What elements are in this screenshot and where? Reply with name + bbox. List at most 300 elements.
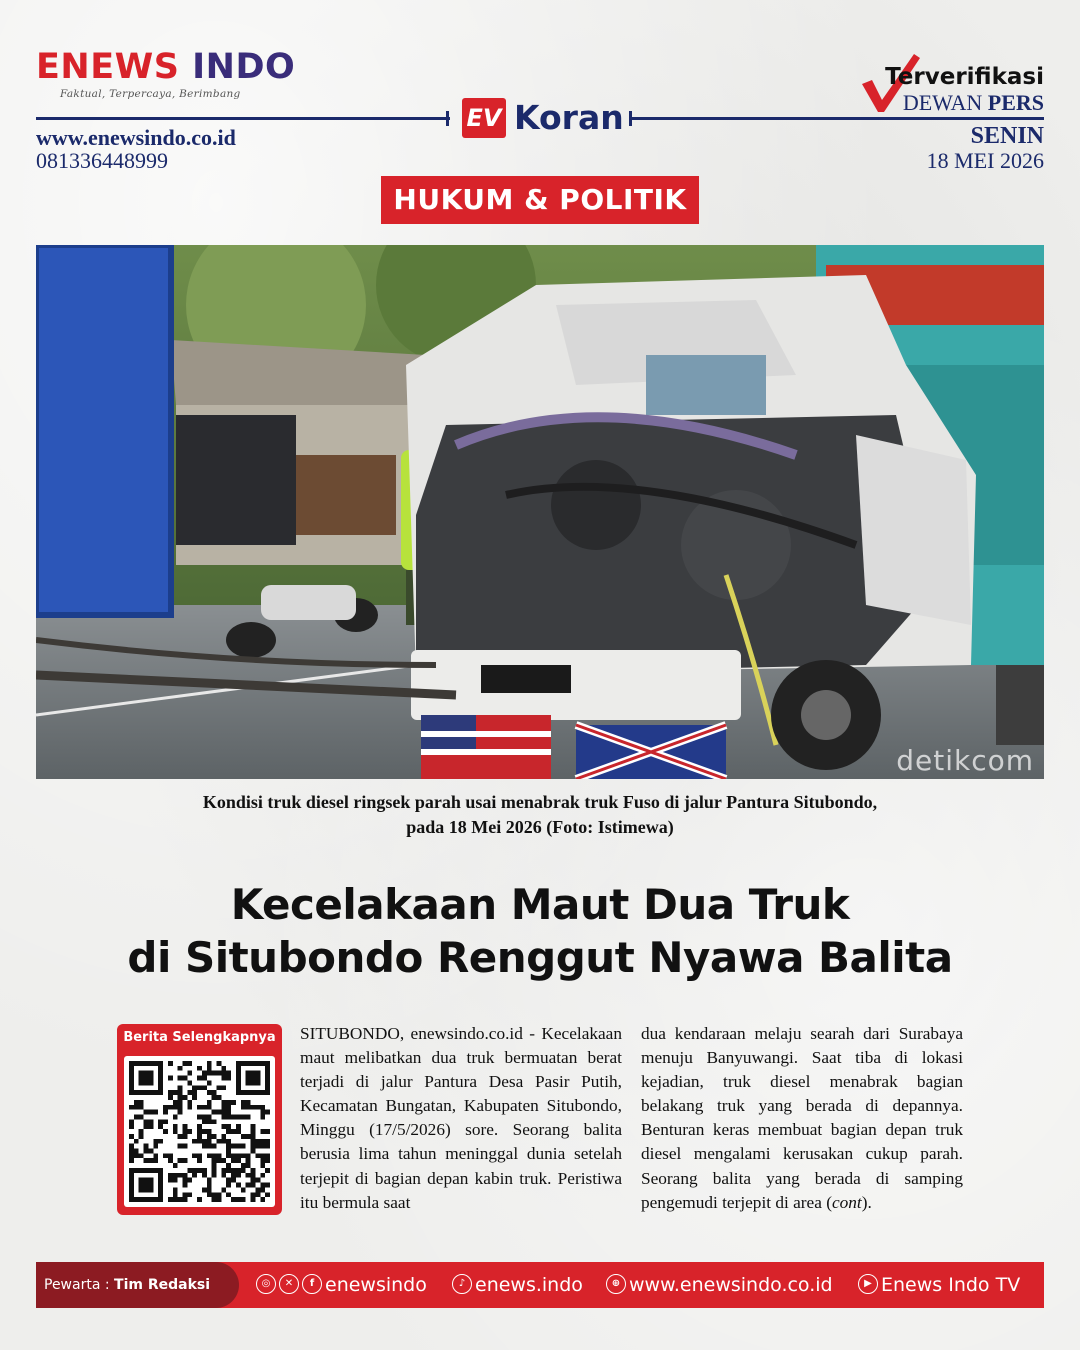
qr-module (265, 1192, 270, 1197)
qr-module (202, 1105, 207, 1110)
qr-module (255, 1139, 260, 1144)
qr-module (251, 1139, 256, 1144)
qr-module (144, 1197, 149, 1202)
qr-module (221, 1110, 226, 1115)
qr-module (134, 1061, 139, 1066)
qr-module (226, 1076, 231, 1081)
footer-social-handle[interactable]: enewsindo (325, 1274, 427, 1296)
qr-module (236, 1124, 241, 1129)
article-headline (40, 878, 1040, 984)
qr-module (260, 1163, 265, 1168)
qr-module (153, 1158, 158, 1163)
qr-module (212, 1095, 217, 1100)
qr-module (260, 1187, 265, 1192)
qr-module (139, 1197, 144, 1202)
qr-module (246, 1153, 251, 1158)
qr-module (148, 1187, 153, 1192)
qr-module (260, 1105, 265, 1110)
qr-module (226, 1071, 231, 1076)
qr-module (178, 1095, 183, 1100)
qr-module (221, 1139, 226, 1144)
qr-module (163, 1129, 168, 1134)
qr-module (173, 1163, 178, 1168)
header-rule-cap-right (629, 111, 632, 126)
qr-module (226, 1178, 231, 1183)
qr-module (221, 1100, 226, 1105)
qr-module (139, 1114, 144, 1119)
tiktok-icon[interactable]: ♪ (452, 1274, 472, 1294)
qr-module (265, 1183, 270, 1188)
qr-module (144, 1149, 149, 1154)
qr-module (182, 1183, 187, 1188)
qr-module (231, 1158, 236, 1163)
qr-module (178, 1197, 183, 1202)
qr-module (202, 1076, 207, 1081)
qr-module (207, 1100, 212, 1105)
qr-module (217, 1110, 222, 1115)
qr-module (187, 1090, 192, 1095)
qr-module (158, 1178, 163, 1183)
qr-module (144, 1187, 149, 1192)
qr-module (158, 1061, 163, 1066)
qr-module (148, 1061, 153, 1066)
qr-module (134, 1149, 139, 1154)
qr-module (255, 1105, 260, 1110)
qr-module (158, 1192, 163, 1197)
qr-module (148, 1124, 153, 1129)
qr-module (129, 1187, 134, 1192)
header-rule-cap-left (446, 111, 449, 126)
footer-tiktok-handle[interactable]: enews.indo (475, 1274, 583, 1296)
qr-module (246, 1100, 251, 1105)
brand-part2: INDO (192, 47, 296, 87)
qr-module (212, 1192, 217, 1197)
qr-module (231, 1178, 236, 1183)
qr-module (187, 1100, 192, 1105)
qr-module (197, 1105, 202, 1110)
qr-module (129, 1178, 134, 1183)
qr-module (260, 1139, 265, 1144)
qr-module (236, 1197, 241, 1202)
footer-website-text[interactable]: www.enewsindo.co.id (629, 1274, 833, 1296)
qr-module (221, 1071, 226, 1076)
qr-module (144, 1080, 149, 1085)
qr-module (255, 1076, 260, 1081)
qr-module (255, 1090, 260, 1095)
qr-module (207, 1183, 212, 1188)
qr-module (129, 1124, 134, 1129)
qr-module (173, 1129, 178, 1134)
qr-module (129, 1080, 134, 1085)
qr-module (251, 1183, 256, 1188)
globe-icon[interactable]: ⊕ (606, 1274, 626, 1294)
qr-module (139, 1080, 144, 1085)
qr-module (207, 1144, 212, 1149)
qr-module (129, 1158, 134, 1163)
category-badge: HUKUM & POLITIK (381, 176, 699, 224)
qr-module (197, 1085, 202, 1090)
qr-module (187, 1168, 192, 1173)
qr-module (139, 1105, 144, 1110)
qr-module (236, 1071, 241, 1076)
footer-website[interactable] (606, 1262, 833, 1308)
qr-module (144, 1061, 149, 1066)
qr-module (212, 1153, 217, 1158)
qr-module (148, 1149, 153, 1154)
qr-module (144, 1090, 149, 1095)
qr-module (192, 1085, 197, 1090)
qr-module (182, 1192, 187, 1197)
qr-module (221, 1076, 226, 1081)
qr-module (260, 1114, 265, 1119)
qr-module (153, 1144, 158, 1149)
qr-module (178, 1158, 183, 1163)
qr-module (236, 1085, 241, 1090)
headline-line1: Kecelakaan Maut Dua Truk (230, 880, 850, 929)
qr-module (202, 1114, 207, 1119)
truck-crash-photo (36, 245, 1044, 779)
qr-module (173, 1100, 178, 1105)
qr-module (139, 1187, 144, 1192)
qr-module (168, 1095, 173, 1100)
qr-module (134, 1168, 139, 1173)
qr-module (241, 1105, 246, 1110)
footer-tiktok[interactable] (452, 1262, 583, 1308)
qr-module (144, 1119, 149, 1124)
header-phone: 081336448999 (36, 148, 168, 173)
qr-module (178, 1144, 183, 1149)
qr-module (241, 1114, 246, 1119)
qr-module (231, 1153, 236, 1158)
qr-module (260, 1061, 265, 1066)
qr-module (178, 1066, 183, 1071)
qr-module (139, 1178, 144, 1183)
qr-module (158, 1071, 163, 1076)
qr-module (241, 1144, 246, 1149)
qr-module (260, 1110, 265, 1115)
qr-module (182, 1144, 187, 1149)
qr-module (182, 1061, 187, 1066)
qr-module (197, 1153, 202, 1158)
qr-module (173, 1114, 178, 1119)
qr-module (246, 1183, 251, 1188)
qr-module (221, 1105, 226, 1110)
qr-module (158, 1187, 163, 1192)
qr-module (202, 1144, 207, 1149)
qr-module (241, 1168, 246, 1173)
photo-watermark: detikcom (896, 744, 1034, 777)
qr-module (182, 1173, 187, 1178)
youtube-icon[interactable]: ▶ (858, 1274, 878, 1294)
qr-module (251, 1173, 256, 1178)
qr-module (207, 1129, 212, 1134)
instagram-icon[interactable]: ◎ (256, 1274, 276, 1294)
qr-module (207, 1139, 212, 1144)
footer-youtube[interactable] (858, 1262, 1020, 1308)
qr-module (226, 1183, 231, 1188)
qr-module (251, 1129, 256, 1134)
qr-module (265, 1168, 270, 1173)
qr-module (144, 1178, 149, 1183)
qr-module (197, 1168, 202, 1173)
qr-module (260, 1153, 265, 1158)
qr-module (207, 1134, 212, 1139)
qr-module (187, 1129, 192, 1134)
qr-module (251, 1168, 256, 1173)
qr-module (212, 1163, 217, 1168)
qr-module (144, 1071, 149, 1076)
qr-module (153, 1090, 158, 1095)
qr-module (246, 1105, 251, 1110)
qr-module (168, 1076, 173, 1081)
qr-module (255, 1080, 260, 1085)
qr-module (158, 1090, 163, 1095)
brand-logo (36, 47, 296, 87)
qr-module (202, 1173, 207, 1178)
qr-module (226, 1153, 231, 1158)
qr-module (236, 1090, 241, 1095)
qr-module (226, 1110, 231, 1115)
edition-day: SENIN (970, 123, 1044, 149)
qr-module (168, 1173, 173, 1178)
qr-module (134, 1139, 139, 1144)
qr-module (197, 1139, 202, 1144)
qr-module (168, 1178, 173, 1183)
qr-module (265, 1071, 270, 1076)
qr-module (163, 1153, 168, 1158)
qr-module (158, 1124, 163, 1129)
qr-module (182, 1124, 187, 1129)
qr-module (139, 1090, 144, 1095)
qr-module (158, 1197, 163, 1202)
qr-module (207, 1153, 212, 1158)
header-rule-right (632, 117, 1044, 120)
qr-module (255, 1144, 260, 1149)
qr-module (246, 1076, 251, 1081)
qr-module (144, 1168, 149, 1173)
qr-module (236, 1153, 241, 1158)
ev-logo-icon: EV (462, 98, 506, 138)
qr-module (231, 1129, 236, 1134)
qr-module (148, 1076, 153, 1081)
article-photo (36, 245, 1044, 779)
qr-module (202, 1139, 207, 1144)
qr-module (255, 1187, 260, 1192)
qr-module (202, 1119, 207, 1124)
qr-module (246, 1090, 251, 1095)
qr-module (148, 1158, 153, 1163)
pewarta-name: Tim Redaksi (114, 1277, 211, 1293)
qr-module (236, 1144, 241, 1149)
qr-module (173, 1124, 178, 1129)
qr-module (265, 1080, 270, 1085)
qr-module (168, 1153, 173, 1158)
qr-module (197, 1134, 202, 1139)
qr-module (129, 1076, 134, 1081)
qr-module (265, 1158, 270, 1163)
qr-module (148, 1071, 153, 1076)
qr-module (221, 1173, 226, 1178)
qr-module (255, 1192, 260, 1197)
qr-module (187, 1061, 192, 1066)
qr-module (246, 1163, 251, 1168)
qr-module (173, 1178, 178, 1183)
qr-module (158, 1168, 163, 1173)
qr-module (207, 1192, 212, 1197)
footer-social[interactable] (256, 1262, 427, 1308)
qr-module (231, 1168, 236, 1173)
qr-module (173, 1197, 178, 1202)
qr-module (153, 1153, 158, 1158)
qr-module (236, 1080, 241, 1085)
qr-module (129, 1153, 134, 1158)
qr-module (221, 1066, 226, 1071)
verified-council-part1: DEWAN (902, 90, 983, 115)
qr-module (187, 1178, 192, 1183)
qr-module (173, 1192, 178, 1197)
qr-module (192, 1173, 197, 1178)
qr-module (197, 1197, 202, 1202)
x-icon[interactable]: ✕ (279, 1274, 299, 1294)
qr-module (134, 1105, 139, 1110)
qr-module (251, 1076, 256, 1081)
qr-module (168, 1061, 173, 1066)
article-column-2-end: ). (861, 1192, 872, 1212)
qr-module (158, 1080, 163, 1085)
qr-module (226, 1163, 231, 1168)
qr-module (139, 1183, 144, 1188)
qr-module (265, 1066, 270, 1071)
pewarta-text (44, 1262, 210, 1308)
qr-module (163, 1110, 168, 1115)
facebook-icon[interactable]: f (302, 1274, 322, 1294)
qr-module (217, 1158, 222, 1163)
qr-module (226, 1192, 231, 1197)
qr-code-icon (129, 1061, 270, 1202)
qr-module (207, 1105, 212, 1110)
qr-module (158, 1119, 163, 1124)
qr-module (265, 1061, 270, 1066)
qr-module (251, 1134, 256, 1139)
qr-module (246, 1061, 251, 1066)
qr-module (226, 1124, 231, 1129)
qr-module (182, 1197, 187, 1202)
edition-date: 18 MEI 2026 (926, 148, 1044, 173)
qr-module (207, 1071, 212, 1076)
qr-module (212, 1090, 217, 1095)
qr-module (207, 1090, 212, 1095)
qr-module (153, 1061, 158, 1066)
qr-module (158, 1076, 163, 1081)
qr-module (197, 1114, 202, 1119)
qr-module (212, 1119, 217, 1124)
qr-module (221, 1085, 226, 1090)
qr-module (139, 1153, 144, 1158)
qr-module (241, 1163, 246, 1168)
verified-council (903, 90, 1044, 116)
qr-module (129, 1071, 134, 1076)
qr-module (221, 1158, 226, 1163)
qr-module (241, 1061, 246, 1066)
qr-module (129, 1134, 134, 1139)
qr-module (236, 1168, 241, 1173)
qr-module (251, 1071, 256, 1076)
qr-module (265, 1129, 270, 1134)
qr-module (129, 1119, 134, 1124)
qr-module (139, 1071, 144, 1076)
qr-module (231, 1100, 236, 1105)
qr-module (212, 1144, 217, 1149)
qr-module (265, 1110, 270, 1115)
qr-module (158, 1066, 163, 1071)
qr-module (129, 1192, 134, 1197)
qr-module (226, 1105, 231, 1110)
qr-module (236, 1061, 241, 1066)
qr-module (134, 1090, 139, 1095)
qr-module (173, 1105, 178, 1110)
article-column-2 (641, 1022, 963, 1215)
qr-module (236, 1158, 241, 1163)
qr-module (212, 1134, 217, 1139)
qr-module (148, 1119, 153, 1124)
qr-module (178, 1110, 183, 1115)
qr-module (241, 1187, 246, 1192)
qr-module (255, 1061, 260, 1066)
qr-module (217, 1085, 222, 1090)
qr-module (260, 1197, 265, 1202)
brand-part1: ENEWS (36, 47, 180, 87)
footer-youtube-text[interactable]: Enews Indo TV (881, 1274, 1021, 1296)
qr-module (241, 1134, 246, 1139)
qr-module (246, 1071, 251, 1076)
qr-module (251, 1105, 256, 1110)
qr-module (241, 1153, 246, 1158)
qr-module (187, 1071, 192, 1076)
header-website[interactable]: www.enewsindo.co.id (36, 125, 236, 150)
qr-module (207, 1061, 212, 1066)
qr-module (148, 1080, 153, 1085)
qr-module (236, 1066, 241, 1071)
qr-module (221, 1114, 226, 1119)
qr-module (226, 1129, 231, 1134)
qr-module (260, 1173, 265, 1178)
qr-module (182, 1129, 187, 1134)
qr-module (221, 1187, 226, 1192)
qr-module (251, 1080, 256, 1085)
qr-module (129, 1066, 134, 1071)
qr-module (207, 1119, 212, 1124)
qr-module (202, 1129, 207, 1134)
qr-module (207, 1066, 212, 1071)
qr-module (217, 1061, 222, 1066)
qr-module (163, 1105, 168, 1110)
qr-module (187, 1192, 192, 1197)
qr-module (168, 1090, 173, 1095)
qr-module (246, 1114, 251, 1119)
qr-module (202, 1071, 207, 1076)
qr-module (255, 1178, 260, 1183)
qr-module (251, 1192, 256, 1197)
qr-module (251, 1197, 256, 1202)
qr-module (260, 1158, 265, 1163)
qr-code-box[interactable] (124, 1056, 275, 1207)
qr-module (207, 1080, 212, 1085)
photo-caption-line1: Kondisi truk diesel ringsek parah usai menabrak truk Fuso di jalur Pantura Situbondo, (202, 792, 878, 812)
qr-module (260, 1183, 265, 1188)
qr-module (148, 1197, 153, 1202)
qr-module (251, 1061, 256, 1066)
qr-module (134, 1114, 139, 1119)
